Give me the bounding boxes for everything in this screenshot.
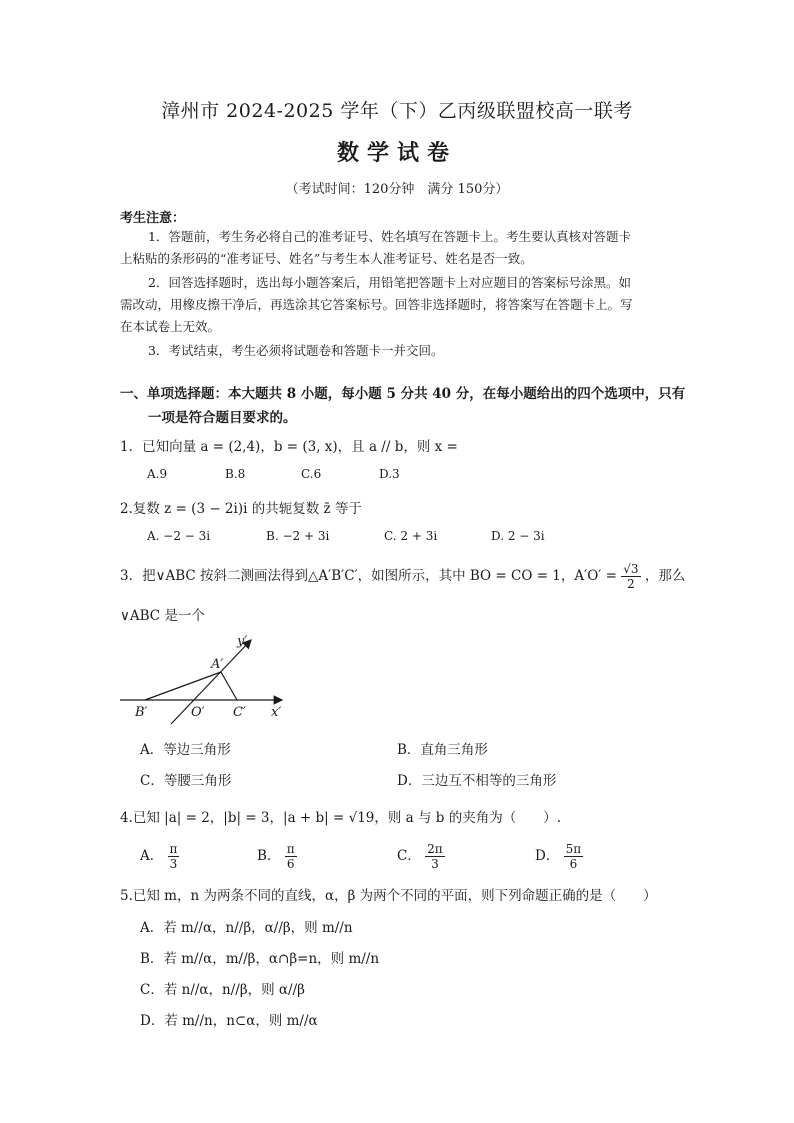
q2-option-c: C. 2 + 3i [384, 529, 438, 543]
label-a: A′ [211, 657, 224, 672]
q4-option-d [535, 842, 583, 871]
q4-option-d-den: 6 [569, 857, 578, 871]
q4-option-a-letter: A． [140, 848, 164, 864]
note-2-line1: 2．回答选择题时，选出每小题答案后，用铅笔把答题卡上对应题目的答案标号涂黑。如 [148, 275, 631, 290]
q3-option-d: D．三边互不相等的三角形 [397, 773, 557, 789]
question-2: 2.复数 z = (3 − 2i)i 的共轭复数 z̄ 等于 [120, 501, 362, 517]
q4-option-b [257, 842, 297, 871]
q3-option-a: A．等边三角形 [140, 742, 231, 758]
section-heading [120, 382, 700, 430]
oblique-projection-figure [115, 628, 295, 728]
q4-option-b-den: 6 [286, 857, 295, 871]
label-y-axis: y′ [237, 634, 248, 649]
section-line1: 一、单项选择题：本大题共 8 小题，每小题 5 分共 40 分，在每小题给出的四个选项中，只有 [120, 386, 686, 402]
label-o: O′ [191, 705, 205, 720]
q4-option-a-num: π [169, 842, 178, 856]
note-3 [120, 340, 695, 362]
q3-fraction-den: 2 [627, 577, 635, 591]
notes-heading: 考生注意： [120, 211, 186, 226]
q4-option-c [397, 842, 445, 871]
exam-title: 漳州市 2024-2025 学年（下）乙丙级联盟校高一联考 [161, 100, 633, 122]
note-2-line3: 在本试卷上无效。 [120, 319, 221, 334]
question-1: 1．已知向量 a = (2,4)，b = (3, x)，且 a // b，则 x = [120, 439, 458, 455]
q3-fraction-num: √3 [623, 562, 639, 576]
note-1-line1: 1．答题前，考生务必将自己的准考证号、姓名填写在答题卡上。考生要认真核对答题卡 [148, 229, 631, 244]
question-4: 4.已知 |a| = 2，|b| = 3，|a + b| = √19，则 a 与 b 的夹角为（ ）. [120, 810, 562, 826]
question-5: 5.已知 m，n 为两条不同的直线，α，β 为两个不同的平面，则下列命题正确的是（ ） [120, 888, 657, 904]
q3-option-c: C．等腰三角形 [140, 773, 232, 789]
note-1 [120, 226, 695, 270]
segment-ba [145, 672, 221, 700]
label-c: C′ [233, 705, 246, 720]
section-line2: 一项是符合题目要求的。 [148, 410, 297, 426]
subject-title: 数学试卷 [336, 140, 457, 166]
time-info: （考试时间：120分钟 满分 150分） [285, 182, 509, 197]
question-3-tail: ，那么 [644, 568, 686, 584]
q2-option-b: B. −2 + 3i [266, 529, 330, 543]
q4-option-a-den: 3 [169, 857, 178, 871]
q3-fraction [621, 562, 640, 591]
q4-option-c-num: 2π [427, 842, 443, 856]
question-3-text: 3．把∨ABC 按斜二测画法得到△A′B′C′，如图所示，其中 BO = CO = 1，A′O′ = [120, 568, 617, 584]
label-x-axis: x′ [271, 705, 282, 720]
q1-option-a: A.9 [147, 467, 168, 481]
q5-option-d: D．若 m//n，n⊂α，则 m//α [140, 1013, 318, 1029]
q4-option-b-letter: B． [257, 848, 281, 864]
q4-option-c-letter: C． [397, 848, 421, 864]
note-1-line2: 上粘贴的条形码的“准考证号、姓名”与考生本人准考证号、姓名是否一致。 [120, 251, 533, 266]
q1-option-c: C.6 [301, 467, 322, 481]
note-3-line1: 3．考试结束，考生必须将试题卷和答题卡一并交回。 [148, 343, 444, 358]
q1-option-b: B.8 [225, 467, 246, 481]
q1-option-d: D.3 [379, 467, 400, 481]
q5-option-a: A．若 m//α，n//β，α//β，则 m//n [140, 920, 353, 936]
q4-option-d-letter: D． [535, 848, 560, 864]
q4-option-a [140, 842, 179, 871]
q3-option-b: B．直角三角形 [397, 742, 488, 758]
question-3-line2: ∨ABC 是一个 [120, 608, 205, 624]
q4-option-c-den: 3 [431, 857, 439, 871]
q2-option-a: A. −2 − 3i [147, 529, 211, 543]
q5-option-c: C．若 n//α，n//β，则 α//β [140, 982, 305, 998]
q2-option-d: D. 2 − 3i [491, 529, 545, 543]
q4-option-d-num: 5π [565, 842, 582, 856]
q4-option-b-num: π [286, 842, 295, 856]
note-2 [120, 272, 695, 338]
label-b: B′ [135, 705, 148, 720]
note-2-line2: 需改动，用橡皮擦干净后，再选涂其它答案标号。回答非选择题时，将答案写在答题卡上。写 [120, 297, 633, 312]
q5-option-b: B．若 m//α，m//β，α∩β=n，则 m//n [140, 951, 380, 967]
question-3 [120, 562, 685, 591]
segment-ac [221, 672, 237, 700]
